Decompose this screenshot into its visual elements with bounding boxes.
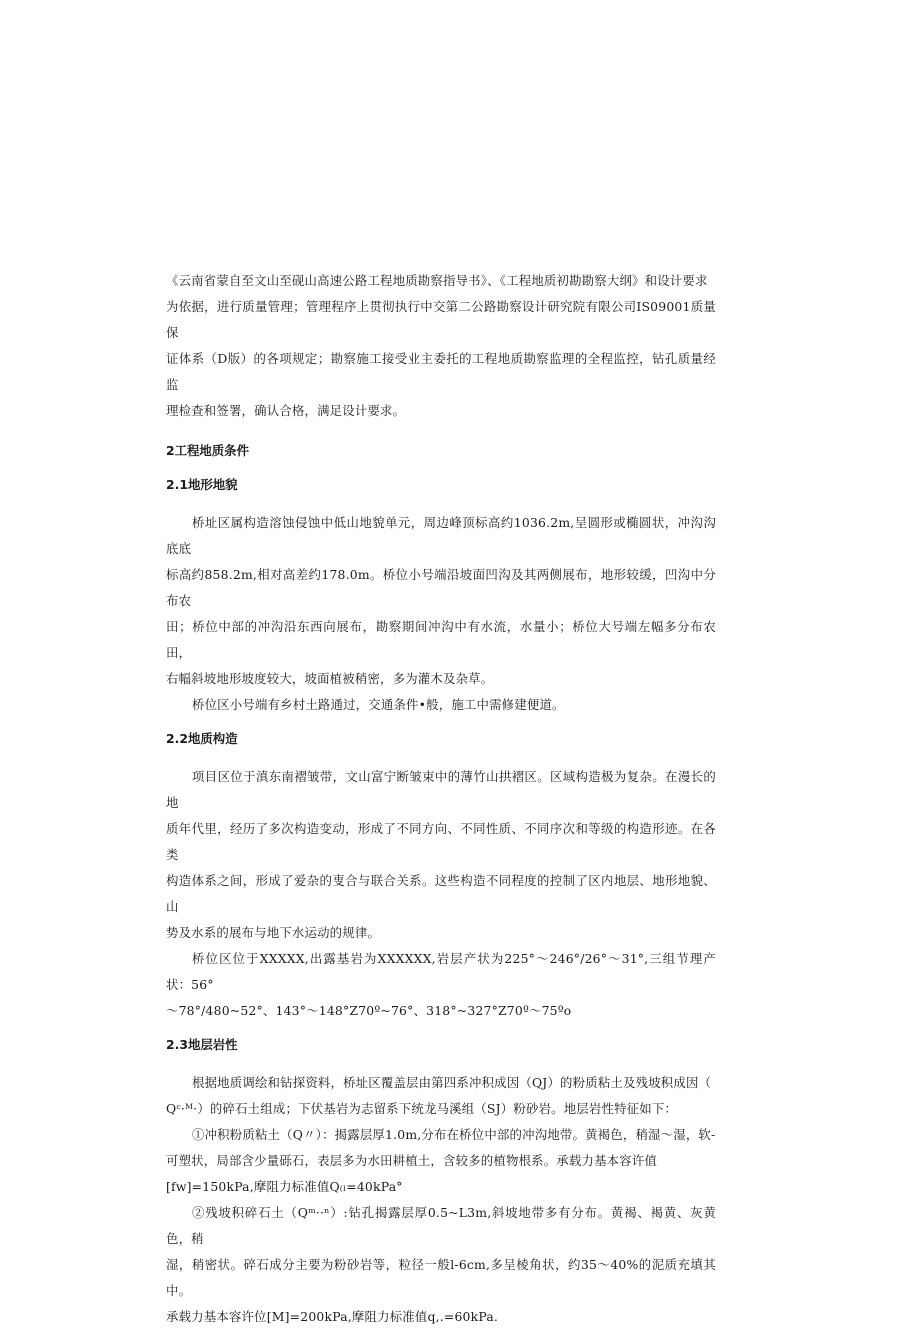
text-line: 理检查和签署，确认合格，满足设计要求。: [166, 403, 406, 418]
text-line: 证体系（D版）的各项规定；勘察施工接受业主委托的工程地质勘察监理的全程监控，钻孔质量经监: [166, 351, 716, 392]
paragraph-gravel: [166, 1200, 716, 1330]
text-line: 质年代里，经历了多次构造变动，形成了不同方向、不同性质、不同序次和等级的构造形迹。在各类: [166, 821, 716, 862]
section-heading-2-2: 2.2地质构造: [166, 731, 238, 746]
paragraph-bedrock: [166, 946, 716, 1024]
text-line: 《云南省蒙自至文山至砚山高速公路工程地质勘察指导书》、《工程地质初勘勘察大纲》和设计要求: [166, 273, 708, 288]
paragraph-structure: [166, 764, 716, 946]
text-line: Qᶜ·ᴹ·）的碎石土组成；下伏基岩为志留系下统龙马溪组（SJ）粉砂岩。地层岩性特征如下：: [166, 1101, 678, 1116]
text-line: 桥址区属构造溶蚀侵蚀中低山地貌单元，周边峰顶标高约1036.2m,呈圆形或椭圆状，冲沟沟底底: [166, 515, 716, 556]
text-line: [fw]=150kPa,摩阻力标准值Q₍ₗ=40kPa°: [166, 1179, 403, 1194]
document-body: [166, 268, 716, 1330]
text-line: 承载力基本容许位[M]=200kPa,摩阻力标准值q,.=60kPa.: [166, 1309, 499, 1324]
paragraph-strata: [166, 1070, 716, 1122]
text-line: 桥位区小号端有乡村土路通过，交通条件•般，施工中需修建便道。: [192, 697, 565, 712]
text-line: 右幅斜坡地形坡度较大，坡面植被稍密，多为灌木及杂草。: [166, 671, 494, 686]
section-heading-2-1: 2.1地形地貌: [166, 477, 238, 492]
text-line: 势及水系的展布与地下水运动的规律。: [166, 925, 381, 940]
text-line: 桥位区位于XXXXX,出露基岩为XXXXXX,岩层产状为225°～246°/26°～31°,三组节理产状：56°: [166, 951, 716, 992]
text-line: 为依据，进行质量管理；管理程序上贯彻执行中交第二公路勘察设计研究院有限公司IS09001质量保: [166, 299, 716, 340]
text-line: 构造体系之间，形成了爱杂的叓合与联合关系。这些构造不同程度的控制了区内地层、地形地貌、山: [166, 873, 716, 914]
text-line: ②残坡积碎石土（Qᵐ··ⁿ）:钻孔揭露层厚0.5~L3m,斜坡地带多有分布。黄褐、褐黄、灰黄色，稍: [166, 1205, 716, 1246]
text-line: 项目区位于滇东南褶皱带，文山富宁断皱束中的薄竹山拱褶区。区域构造极为复杂。在漫长的地: [166, 769, 716, 810]
text-line: ①冲积粉质粘土（Q〃）：揭露层厚1.0m,分布在桥位中部的冲沟地带。黄褐色，稍湿～湿，软-: [192, 1127, 716, 1142]
text-line: 标高约858.2m,相对高差约178.0m。桥位小号端沿坡面凹沟及其两侧展布，地形较缓，凹沟中分布农: [166, 567, 716, 608]
intro-paragraph: [166, 268, 716, 424]
section-heading-2-3: 2.3地层岩性: [166, 1037, 238, 1052]
section-heading-2: 2工程地质条件: [166, 443, 249, 458]
paragraph-clay: [166, 1122, 716, 1200]
text-line: 根据地质调绘和钻探资料，桥址区覆盖层由第四系冲积成因（QJ）的粉质粘土及残坡积成因（: [192, 1075, 712, 1090]
text-line: 可塑状，局部含少量砾石，表层多为水田耕植土，含较多的植物根系。承载力基本容许值: [166, 1153, 658, 1168]
paragraph-traffic: [166, 692, 716, 718]
text-line: 湿，稍密状。碎石成分主要为粉砂岩等，粒径一般l-6cm,多呈棱角状，约35～40%的泥质充填其中。: [166, 1257, 716, 1298]
paragraph-terrain: [166, 510, 716, 692]
text-line: ～78°/480~52°、143°～148°Z70º~76°、318°~327°Z70º～75ºo: [166, 1003, 572, 1018]
text-line: 田；桥位中部的冲沟沿东西向展布，勘察期间冲沟中有水流，水量小；桥位大号端左幅多分布农田，: [166, 619, 716, 660]
